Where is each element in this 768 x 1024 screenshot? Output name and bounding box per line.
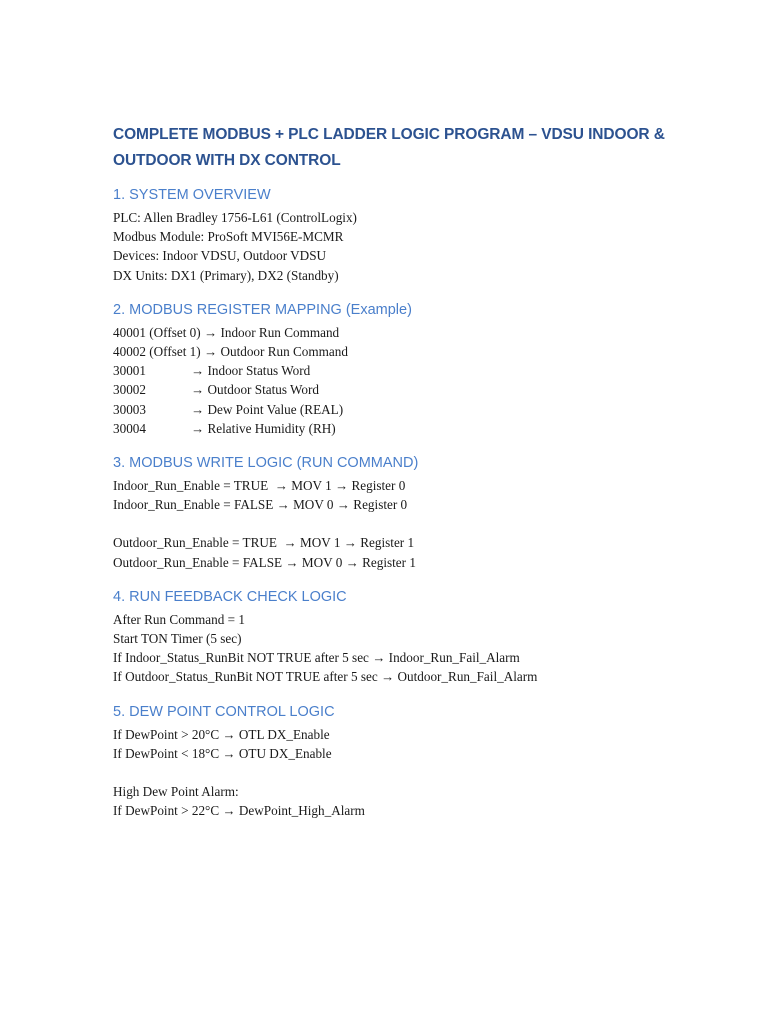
text-line: PLC: Allen Bradley 1756-L61 (ControlLogix)	[113, 210, 357, 225]
blank-line	[113, 514, 713, 533]
section-heading: 1. SYSTEM OVERVIEW	[113, 187, 271, 203]
section-system-overview	[113, 184, 713, 285]
register-description: → Indoor Status Word	[191, 363, 311, 379]
section-heading: 3. MODBUS WRITE LOGIC (RUN COMMAND)	[113, 454, 419, 471]
register-address: 40001 (Offset 0)	[113, 324, 201, 340]
text-line: If DewPoint < 18°C → OTU DX_Enable	[113, 745, 332, 761]
register-row	[113, 342, 713, 361]
section-register-mapping	[113, 299, 713, 438]
document-title-line1: COMPLETE MODBUS + PLC LADDER LOGIC PROGRAM – VDSU INDOOR &	[113, 126, 665, 143]
register-address: 40002 (Offset 1)	[113, 343, 201, 359]
text-line: After Run Command = 1	[113, 611, 245, 627]
register-row	[113, 419, 713, 438]
text-line: DX Units: DX1 (Primary), DX2 (Standby)	[113, 267, 339, 283]
section-heading: 4. RUN FEEDBACK CHECK LOGIC	[113, 588, 347, 605]
text-line: If DewPoint > 22°C → DewPoint_High_Alarm	[113, 803, 365, 819]
text-line: Devices: Indoor VDSU, Outdoor VDSU	[113, 248, 327, 264]
register-address: 30004	[113, 420, 146, 436]
section-write-logic	[113, 452, 713, 572]
register-row	[113, 323, 713, 342]
document-title	[113, 122, 713, 174]
text-line: If DewPoint > 20°C → OTL DX_Enable	[113, 726, 330, 742]
text-line: High Dew Point Alarm:	[113, 784, 239, 800]
register-description: → Outdoor Status Word	[191, 382, 320, 398]
text-line: If Indoor_Status_RunBit NOT TRUE after 5 sec → Indoor_Run_Fail_Alarm	[113, 650, 520, 666]
register-description: → Dew Point Value (REAL)	[191, 401, 344, 417]
text-line: Indoor_Run_Enable = TRUE → MOV 1 → Register 0	[113, 477, 406, 493]
text-line: Indoor_Run_Enable = FALSE → MOV 0 → Register 0	[113, 497, 408, 513]
text-line: If Outdoor_Status_RunBit NOT TRUE after 5 sec → Outdoor_Run_Fail_Alarm	[113, 669, 538, 685]
register-address: 30001	[113, 363, 146, 379]
text-line: Outdoor_Run_Enable = TRUE → MOV 1 → Register 1	[113, 535, 415, 551]
text-line: Outdoor_Run_Enable = FALSE → MOV 0 → Register 1	[113, 554, 416, 570]
register-description: → Outdoor Run Command	[200, 343, 348, 359]
section-dew-point-logic	[113, 701, 713, 821]
register-address: 30003	[113, 401, 146, 417]
register-description: → Indoor Run Command	[200, 324, 340, 340]
text-line: Start TON Timer (5 sec)	[113, 631, 242, 646]
register-address: 30002	[113, 382, 146, 398]
section-heading: 2. MODBUS REGISTER MAPPING (Example)	[113, 301, 412, 318]
section-heading: 5. DEW POINT CONTROL LOGIC	[113, 703, 335, 720]
section-feedback-logic	[113, 586, 713, 687]
register-row	[113, 400, 713, 419]
text-line: Modbus Module: ProSoft MVI56E-MCMR	[113, 229, 344, 245]
register-description: → Relative Humidity (RH)	[191, 420, 336, 436]
blank-line	[113, 763, 713, 782]
register-row	[113, 380, 713, 399]
document-title-line2: OUTDOOR WITH DX CONTROL	[113, 152, 341, 169]
register-row	[113, 361, 713, 380]
document-page	[113, 122, 713, 821]
